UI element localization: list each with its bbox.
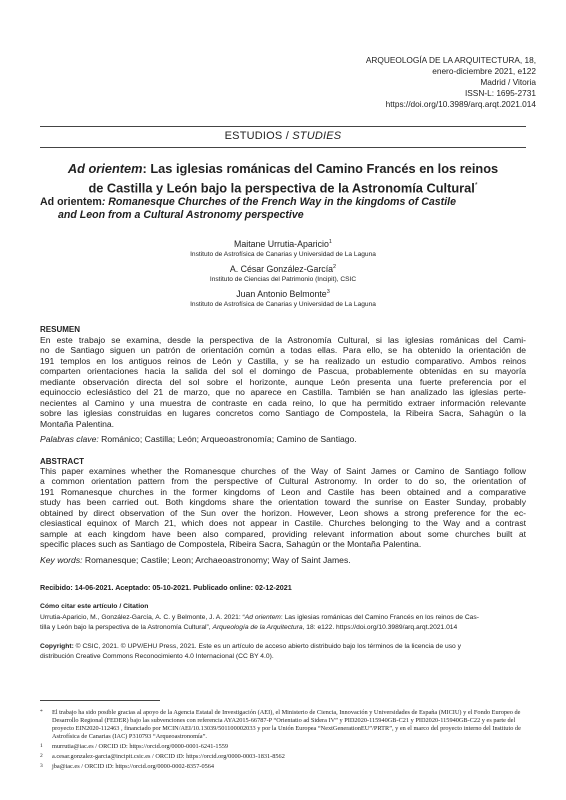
resumen-line: equinoccio eclesiástico del 21 de marzo, que no aparece en Castilla. También se han analizado las iglesias perte-: [40, 387, 526, 398]
section-rule-top: [40, 126, 526, 127]
title-es-line1: : Las iglesias románicas del Camino Francés en los reinos: [142, 161, 499, 176]
journal-doi[interactable]: https://doi.org/10.3989/arq.arqt.2021.014: [385, 99, 536, 109]
resumen-text: [40, 335, 526, 429]
title-english: [40, 196, 526, 222]
key-words-label: Key words:: [40, 555, 83, 565]
journal-name: ARQUEOLOGÍA DE LA ARQUITECTURA, 18,: [365, 55, 536, 65]
section-es: ESTUDIOS: [224, 130, 283, 142]
footnote-author-2: 2 a.cesar.gonzalez-garcia@incipit.csic.es / ORCID iD: https://orcid.org/0000-0003-1831-8562: [40, 753, 285, 760]
author-footnote-marker[interactable]: 3: [326, 289, 330, 295]
resumen-line: Montaña Palentina.: [40, 418, 115, 429]
journal-info: [236, 55, 536, 110]
journal-issn: ISSN-L: 1695-2731: [464, 88, 536, 98]
author-name: Juan Antonio Belmonte$^3$: [236, 288, 330, 299]
footnote-author-3: 3 jba@iac.es / ORCID iD: https://orcid.org/0000-0002-8357-0564: [40, 763, 215, 770]
title-es-italic: Ad orientem: [67, 161, 143, 176]
publication-dates: Recibido: 14-06-2021. Aceptado: 05-10-2021. Publicado online: 02-12-2021: [40, 583, 292, 592]
palabras-clave-label: Palabras clave:: [40, 434, 99, 444]
abstract-line: 191 Romanesque churches in the former kingdoms of Leon and Castile has been obtained and a comparative: [40, 486, 526, 497]
journal-place: Madrid / Vitoria: [480, 77, 536, 87]
resumen-line: no de Santiago siguen un patrón de orientación común a todas ellas. Para ello, se ha obtenido la orientación de: [40, 345, 526, 356]
title-en-lead: Ad orientem: [40, 196, 102, 208]
section-en: STUDIES: [292, 130, 342, 142]
footnotes: [40, 709, 526, 771]
author-name: Maitane Urrutia-Aparicio$^1$: [234, 238, 332, 249]
journal-issue: enero-diciembre 2021, e122: [432, 66, 536, 76]
citation-heading: Cómo citar este artículo / Citation: [40, 603, 149, 610]
abstract-line: a common orientation pattern from the perspective of Cultural Astronomy. In order to do so, the orientation of: [40, 476, 526, 487]
resumen-line: En este trabajo se examina, desde la perspectiva de la Astronomía Cultural, si las iglesias románicas del Cami-: [40, 335, 526, 345]
title-en-line1: : Romanesque Churches of the French Way in the kingdoms of Castile: [101, 196, 456, 208]
abstract-line: sample at each kingdom have been also compared, providing relevant information about some churches built at: [40, 528, 526, 539]
section-label: [40, 130, 526, 142]
author-footnote-marker[interactable]: 2: [333, 264, 337, 270]
title-footnote-marker[interactable]: *: [474, 182, 478, 189]
resumen-line: mediante observación directa del sol sobre el horizonte, aunque León presenta una fuerte preferencia por el: [40, 376, 526, 387]
footnote-author-1: 1 murrutia@iac.es / ORCID iD: https://orcid.org/0000-0001-6241-1559: [40, 743, 229, 750]
author-block-1: [40, 237, 526, 259]
title-spanish: [40, 160, 526, 196]
author-name: A. César González-García$^2$: [229, 263, 337, 274]
abstract-text: [40, 466, 526, 550]
author-block-2: [40, 262, 526, 284]
abstract-line: This paper examines whether the Romanesque churches of the Way of Saint James or Camino de Santiago follow: [40, 466, 526, 476]
author-block-3: [40, 287, 526, 309]
abstract-line: obtained by direct observation of the Sun over the horizon. However, Leon shows a strong preference for the ec-: [40, 507, 526, 518]
license-text: distribución Creative Commons Reconocimiento 4.0 Internacional (CC BY 4.0).: [40, 652, 274, 660]
copyright-notice: Copyright: © CSIC, 2021. © UPV/EHU Press, 2021. Este es un artículo de acceso abierto distribuido bajo los términos de la licencia de uso y distribución Creative Commons Reconocimiento 4.0 Internacional (CC BY 4.0).: [40, 642, 526, 661]
resumen-line: sobre las iglesias construidas en lugares concretos como Santiago de Compostela, la Ribeira Sacra, Sahagún o la: [40, 408, 526, 419]
resumen-line: 191 templos en los antiguos reinos de León y Castilla, y se ha realizado un estudio comparativo. Ambos reinos: [40, 355, 526, 366]
citation-doi-link[interactable]: , 18: e122. https://doi.org/10.3989/arq.arqt.2021.014: [302, 623, 458, 631]
key-words-text: Romanesque; Castile; Leon; Archaeoastronomy; Way of Saint James.: [82, 555, 351, 565]
abstract-heading: ABSTRACT: [40, 457, 84, 466]
resumen-line: comparten orientaciones hacia la salida del sol el domingo de Pascua, probablemente obtenidas en su mayoría: [40, 366, 526, 377]
abstract-line: study has been carried out. Both kingdoms share the orientation toward the sunrise on Easter Sunday, probably: [40, 497, 526, 508]
copyright-label: Copyright:: [40, 643, 74, 650]
palabras-clave-text: Románico; Castilla; León; Arqueoastronomía; Camino de Santiago.: [98, 434, 357, 444]
footnote-separator: [40, 700, 160, 701]
section-separator: /: [282, 130, 293, 142]
citation-text: Urrutia-Aparicio, M., González-García, A. C. y Belmonte, J. A. 2021: “Ad orientem: Las iglesias románicas del Camino Francés en los reinos de Cas- tilla y León bajo la perspectiva de la Astronomía Cultural”, Arqueología de la Arquitectura, 18: e122. https://doi.org/10.3989/arq.arqt.2021.014: [40, 614, 479, 631]
author-affiliation: Instituto de Astrofísica de Canarias y Universidad de La Laguna: [190, 250, 376, 258]
author-footnote-marker[interactable]: 1: [328, 239, 332, 245]
palabras-clave: [40, 434, 526, 445]
key-words: [40, 555, 526, 566]
title-es-line2: de Castilla y León bajo la perspectiva de la Astronomía Cultural: [88, 180, 475, 196]
resumen-heading: RESUMEN: [40, 325, 81, 334]
abstract-line: clesiastical equinox of March 21, which does not appear in Castile. Churches belonging to the Way and a contrast: [40, 518, 526, 529]
abstract-line: specific places such as Santiago de Compostela, Ribeira Sacra, Sahagún or the Montaña Palentina.: [40, 539, 422, 550]
footnote-funding: * El trabajo ha sido posible gracias al apoyo de la Agencia Estatal de Investigación (AEI), el Ministerio de Ciencia, Innovación y Universidades de España (MICIU) y el Fondo Europeo de Desarrollo Regional (FEDER) bajo las subvenciones con referencia AYA2015-66787-P “Orientatio ad Sidera IV” y PID2020-115940GB-C21 y PID2020-115940GB-C22 y es parte del proyecto EIN2020-112463 , financiado por MCIN/AEI/10.13039/501100002033 y por la Unión Europea “NextGenerationEU”/PRTR”, y en el marco del proyecto interno del Instituto de Astrofísica de Canarias (IAC) P310793 “Arqueoastronomía”.: [40, 709, 521, 740]
title-en-line2: and Leon from a Cultural Astronomy perspective: [58, 209, 304, 221]
resumen-line: necientes al Camino y una muestra de contraste en cada reino, lo que ha permitido extraer información relevante: [40, 397, 526, 408]
author-affiliation: Instituto de Ciencias del Patrimonio (Incipit), CSIC: [209, 275, 357, 283]
section-rule-bottom: [40, 147, 526, 148]
author-affiliation: Instituto de Astrofísica de Canarias y Universidad de La Laguna: [190, 300, 376, 308]
